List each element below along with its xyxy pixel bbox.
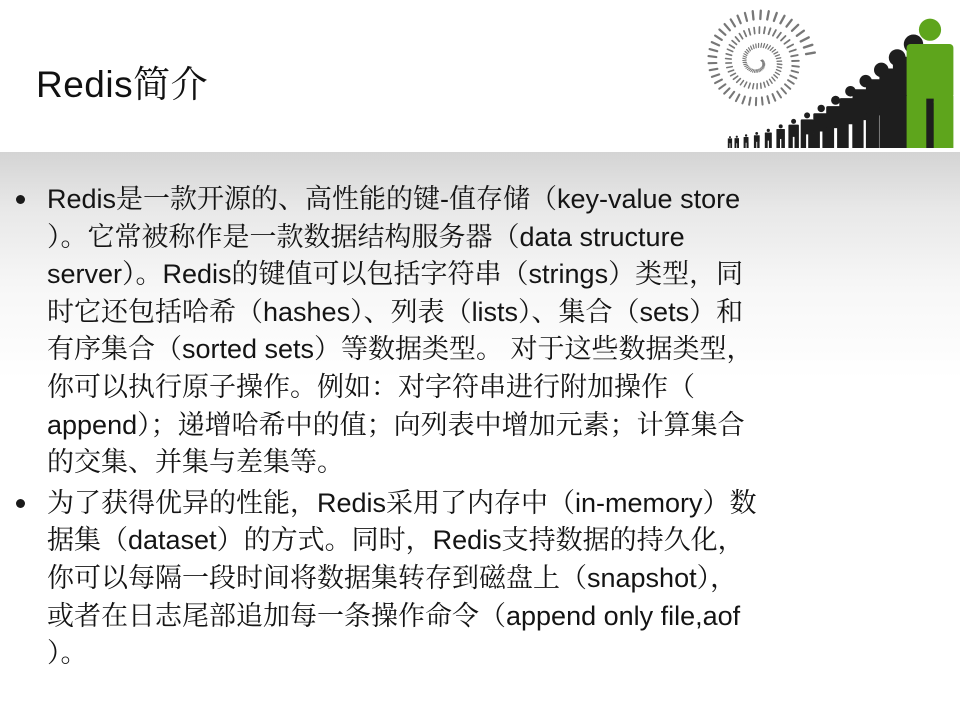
spiral-dash xyxy=(766,45,768,49)
spiral-dash xyxy=(744,64,747,65)
spiral-dash xyxy=(739,34,742,39)
spiral-dash xyxy=(738,16,741,24)
text-line: append）；递增哈希中的值；向列表中增加元素；计算集合 xyxy=(47,409,745,440)
spiral-dash xyxy=(726,54,731,56)
spiral-dash xyxy=(756,70,757,73)
spiral-dash xyxy=(785,84,790,89)
spiral-dash xyxy=(769,28,771,34)
spiral-dash xyxy=(760,11,761,19)
spiral-dash xyxy=(747,68,750,70)
spiral-dash xyxy=(729,45,734,48)
spiral-dash xyxy=(749,48,751,51)
text-line: 时它还包括哈希（hashes）、列表（lists）、集合（sets）和 xyxy=(47,296,744,327)
spiral-dash xyxy=(784,40,789,44)
spiral-dash xyxy=(743,56,746,57)
spiral-dash xyxy=(773,94,776,101)
spiral-dash xyxy=(715,36,722,40)
spiral-dash xyxy=(753,84,754,89)
spiral-dash xyxy=(710,69,718,70)
spiral-dash xyxy=(767,81,769,85)
text-line: 有序集合（sorted sets）等数据类型。 对于这些数据类型， xyxy=(47,334,754,365)
spiral-dash xyxy=(776,58,780,59)
people-figures xyxy=(728,19,954,148)
spiral-dash xyxy=(792,71,799,73)
spiral-dash xyxy=(775,72,779,74)
spiral-dash xyxy=(788,80,794,84)
bullet-list xyxy=(14,181,918,676)
spiral-dash xyxy=(733,76,737,79)
spiral-dash xyxy=(767,11,769,19)
spiral-dash xyxy=(761,83,762,88)
spiral-dash xyxy=(724,88,729,93)
spiral-dash xyxy=(774,75,778,78)
text-line: ）。 xyxy=(47,638,88,669)
spiral-dash xyxy=(730,92,735,98)
spiral-dash xyxy=(777,70,781,72)
spiral-dash xyxy=(747,50,749,53)
bullet-dot xyxy=(16,499,25,508)
person-figure xyxy=(776,124,785,148)
spiral-dash xyxy=(710,49,718,51)
spiral-dash xyxy=(777,92,781,98)
spiral-dash xyxy=(749,29,751,35)
person-figure xyxy=(735,136,740,148)
spiral-dash xyxy=(719,30,725,35)
spiral-dash xyxy=(780,16,784,23)
spiral-dash xyxy=(744,31,746,37)
spiral-dash xyxy=(719,84,725,88)
person-figure xyxy=(728,136,732,148)
spiral-dash xyxy=(801,37,809,41)
spiral-dash xyxy=(772,50,775,53)
spiral-dash xyxy=(777,67,781,68)
spiral-dash xyxy=(804,45,812,48)
spiral-dash xyxy=(754,70,755,73)
spiral-dash xyxy=(792,25,798,31)
spiral-dash xyxy=(763,44,764,48)
spiral-dash xyxy=(745,13,747,21)
spiral-dash xyxy=(742,97,745,104)
spiral-dash xyxy=(781,36,786,41)
spiral-dash xyxy=(749,69,751,71)
spiral-dash xyxy=(715,80,722,84)
spiral-dash xyxy=(727,67,732,68)
spiral-dash xyxy=(746,67,749,69)
spiral-dash xyxy=(768,46,770,49)
spiral-dash xyxy=(770,47,773,50)
text-line: Redis是一款开源的、高性能的键-值存储（key-value store xyxy=(47,184,741,214)
spiral-dash xyxy=(772,77,775,81)
spiral-dash xyxy=(790,50,796,52)
person-figure xyxy=(765,129,772,148)
spiral-dash xyxy=(749,98,750,105)
spiral-dash xyxy=(745,66,748,67)
spiral-dash xyxy=(725,24,730,30)
spiral-dash xyxy=(773,30,776,36)
spiral-dash xyxy=(761,43,762,47)
spiral-dash xyxy=(740,81,743,85)
spiral-dash xyxy=(744,54,747,56)
spiral-dash xyxy=(737,79,741,83)
spiral-dash xyxy=(767,96,769,103)
spiral-dash xyxy=(736,95,740,102)
spiral-dash xyxy=(762,97,763,104)
text-line: ）。它常被称作是一款数据结构服务器（data structure xyxy=(47,221,685,252)
spiral-dash xyxy=(775,55,779,56)
spiral-dash xyxy=(728,70,733,72)
spiral-dash xyxy=(751,69,753,71)
spiral-dash xyxy=(764,27,765,33)
spiral-dash xyxy=(797,31,804,36)
bullet-item xyxy=(14,181,918,482)
spiral-dash xyxy=(749,83,751,88)
text-line: 你可以每隔一段时间将数据集转存到磁盘上（snapshot）， xyxy=(47,562,738,593)
bullet-item xyxy=(14,485,918,673)
spiral-dash xyxy=(743,58,746,59)
spiral-dash xyxy=(777,33,781,38)
spiral-dash xyxy=(709,56,717,57)
slide-title: Redis简介 xyxy=(36,64,209,105)
spiral-dash xyxy=(787,20,792,27)
spiral-dash xyxy=(753,45,754,49)
spiral-dash xyxy=(777,64,782,65)
text-line: 或者在日志尾部追加每一条操作命令（append only file,aof xyxy=(47,600,741,631)
text-line: server）。Redis的键值可以包括字符串（strings）类型，同 xyxy=(47,259,744,290)
spiral-dash xyxy=(764,82,765,87)
text-line: 据集（dataset）的方式。同时，Redis支持数据的持久化， xyxy=(47,525,745,556)
spiral-dash xyxy=(727,49,732,51)
bullet-dot xyxy=(16,195,25,204)
spiral-dash xyxy=(753,11,754,19)
spiral-dash xyxy=(753,70,754,73)
text-line: 的交集、并集与差集等。 xyxy=(47,447,344,478)
spiral-dash xyxy=(712,74,719,77)
spiral-dash xyxy=(751,46,753,49)
people-spiral-icon xyxy=(660,0,960,152)
spiral-dash xyxy=(781,88,786,93)
spiral-dashes xyxy=(709,11,815,106)
spiral-dash xyxy=(736,37,740,42)
text-line: 你可以执行原子操作。例如：对字符串进行附加操作（ xyxy=(47,371,695,402)
spiral-dash xyxy=(791,55,798,56)
person-figure xyxy=(744,134,749,148)
person-figure xyxy=(754,132,760,148)
spiral-dash xyxy=(760,69,761,72)
person-figure xyxy=(801,112,814,148)
spiral-dash xyxy=(731,19,735,26)
spiral-dash xyxy=(792,66,799,67)
spiral-dash xyxy=(744,82,746,87)
spiral-dash xyxy=(731,73,736,76)
spiral-dash xyxy=(787,45,793,48)
spiral-dash xyxy=(790,76,796,79)
spiral-dash xyxy=(732,41,736,45)
spiral-dash xyxy=(774,52,778,54)
spiral-dash xyxy=(770,79,773,83)
spiral-dash xyxy=(712,42,719,45)
spiral-dash xyxy=(745,52,748,54)
spiral-dash xyxy=(754,28,755,34)
person-figure xyxy=(788,119,799,148)
spiral-dash xyxy=(774,13,777,21)
spiral-dash xyxy=(726,59,732,60)
text-line: 为了获得优异的性能，Redis采用了内存中（in-memory）数 xyxy=(47,487,757,518)
spiral-dash xyxy=(806,53,815,55)
